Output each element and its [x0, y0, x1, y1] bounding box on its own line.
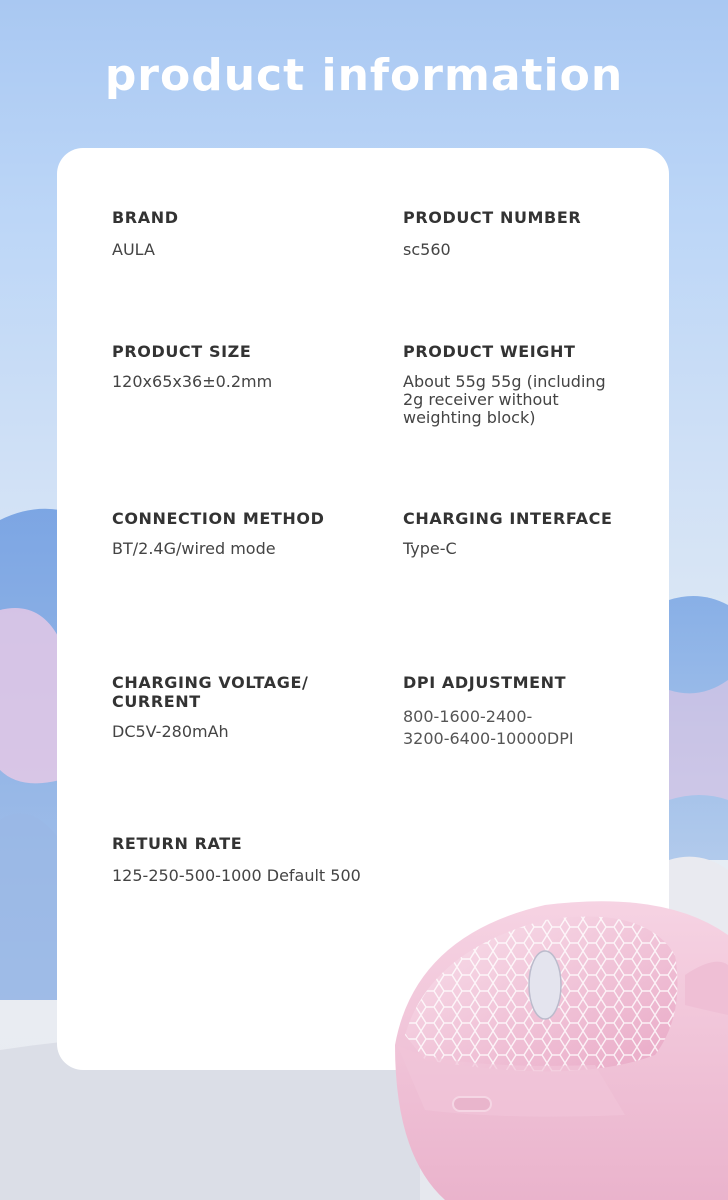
spec-product-size	[112, 342, 272, 391]
spec-label: PRODUCT SIZE	[112, 342, 252, 361]
spec-value: sc560	[403, 240, 451, 259]
spec-value-line: About 55g 55g (including	[403, 372, 606, 391]
spec-value: 125-250-500-1000 Default 500	[112, 866, 361, 885]
spec-value: 120x65x36±0.2mm	[112, 372, 273, 391]
spec-label: DPI ADJUSTMENT	[403, 673, 567, 692]
spec-product-weight	[403, 342, 606, 427]
spec-label-line: CHARGING VOLTAGE/	[112, 673, 309, 692]
spec-label-line: CURRENT	[112, 692, 201, 711]
spec-label: PRODUCT WEIGHT	[403, 342, 576, 361]
spec-value	[403, 373, 606, 427]
spec-value: Type-C	[403, 539, 457, 558]
spec-product-number	[403, 208, 581, 259]
spec-value-line: weighting block)	[403, 408, 536, 427]
spec-value: DC5V-280mAh	[112, 722, 229, 741]
spec-connection-method	[112, 509, 324, 558]
spec-label: CHARGING INTERFACE	[403, 509, 613, 528]
spec-brand	[112, 208, 179, 259]
spec-dpi-adjustment	[403, 673, 574, 748]
spec-charging-interface	[403, 509, 612, 558]
spec-value: AULA	[112, 240, 155, 259]
spec-value: BT/2.4G/wired mode	[112, 539, 276, 558]
spec-value-line: 2g receiver without	[403, 390, 559, 409]
spec-label: BRAND	[112, 208, 179, 227]
spec-label: PRODUCT NUMBER	[403, 208, 582, 227]
spec-value-line: 800-1600-2400-	[403, 707, 533, 726]
spec-label: CONNECTION METHOD	[112, 509, 325, 528]
spec-charging-voltage	[112, 673, 308, 741]
spec-value-line: 3200-6400-10000DPI	[403, 729, 574, 748]
spec-label: RETURN RATE	[112, 834, 243, 853]
page-title: product information	[104, 50, 624, 101]
spec-return-rate	[112, 834, 361, 885]
spec-value	[403, 708, 574, 748]
pink-gaming-mouse-image	[385, 895, 728, 1200]
